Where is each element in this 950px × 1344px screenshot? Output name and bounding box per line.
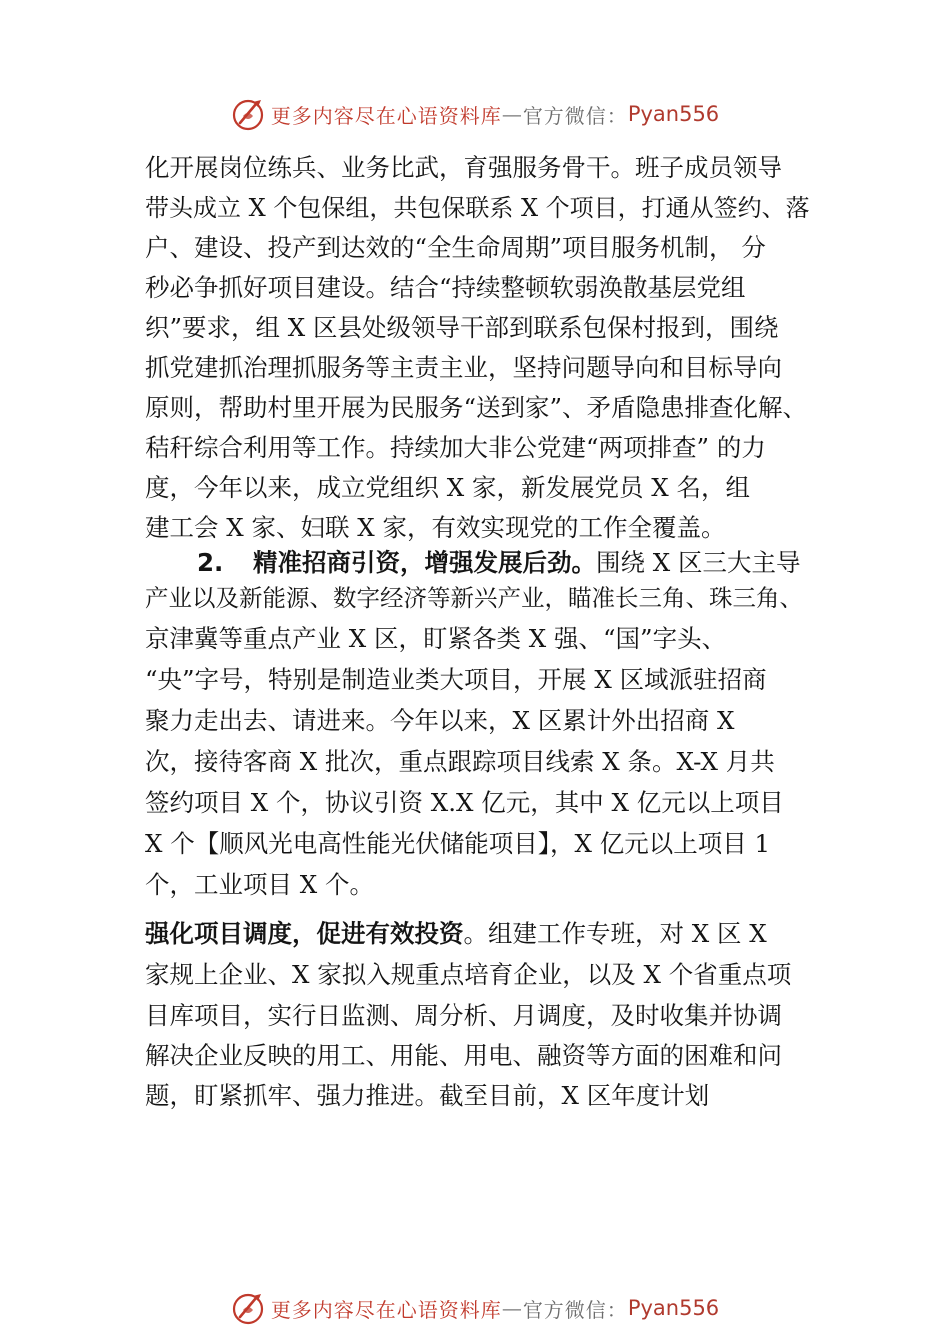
watermark-site-name: 更多内容尽在心语资料库 [270,103,502,128]
body-line: 解决企业反映的用工、用能、用电、融资等方面的困难和问 [145,1041,782,1070]
body-line: 题，盯紧抓牢、强力推进。截至目前，X 区年度计划 [145,1081,710,1110]
body-line: 织”要求，组 X 区县处级领导干部到联系包保村报到，围绕 [145,313,779,342]
section-2-heading: 精准招商引资，增强发展后劲。 [252,548,596,577]
body-line: 度，今年以来，成立党组织 X 家，新发展党员 X 名，组 [145,473,751,502]
body-line: 个，工业项目 X 个。 [145,870,375,899]
watermark-wechat-id: Pyan556 [627,102,720,126]
body-line: “央”字号，特别是制造业类大项目，开展 X 区域派驻招商 [145,665,767,694]
body-line: 京津冀等重点产业 X 区，盯紧各类 X 强、“国”字头、 [145,624,727,653]
body-line: 家规上企业、X 家拟入规重点培育企业，以及 X 个省重点项 [145,960,792,989]
section-2-number: 2. [197,548,224,577]
watermark-wechat-id: Pyan556 [627,1296,720,1320]
body-line: 化开展岗位练兵、业务比武，育强服务骨干。班子成员领导 [145,153,782,182]
body-line: 户、建设、投产到达效的“全生命周期”项目服务机制， 分 [145,233,766,262]
body-line: 聚力走出去、请进来。今年以来，X 区累计外出招商 X [145,706,735,735]
watermark-banner-bottom [0,1288,950,1328]
watermark-logo-icon [231,1290,267,1326]
body-line: X 个【顺风光电高性能光伏储能项目】，X 亿元以上项目 1 [145,829,771,858]
body-line: 签约项目 X 个，协议引资 X.X 亿元，其中 X 亿元以上项目 [145,788,784,817]
section-2-first-line-text: 围绕 X 区三大主导 [595,548,801,577]
section-3-first-line-text: 。组建工作专班，对 X 区 X [463,919,767,948]
section-3-heading: 强化项目调度，促进有效投资 [145,919,464,948]
body-line: 建工会 X 家、妇联 X 家，有效实现党的工作全覆盖。 [145,513,726,542]
watermark-wechat-label: 官方微信： [522,1297,628,1322]
body-line: 秒必争抓好项目建设。结合“持续整顿软弱涣散基层党组 [145,273,746,302]
section-3-first-line [145,916,767,952]
watermark-logo-icon [231,96,267,132]
body-line: 目库项目，实行日监测、周分析、月调度，及时收集并协调 [145,1001,782,1030]
watermark-dash: — [501,102,523,126]
body-line: 秸秆综合利用等工作。持续加大非公党建“两项排查” 的力 [145,433,766,462]
body-line: 产业以及新能源、数字经济等新兴产业，瞄准长三角、珠三角、 [145,584,803,612]
watermark-wechat-label: 官方微信： [522,103,628,128]
watermark-banner-top [0,94,950,134]
body-line: 次，接待客商 X 批次，重点跟踪项目线索 X 条。X-X 月共 [145,747,775,776]
body-line: 带头成立 X 个包保组，共包保联系 X 个项目，打通从签约、落 [145,194,810,222]
section-2-first-line [197,545,800,581]
watermark-dash: — [501,1296,523,1320]
body-line: 原则，帮助村里开展为民服务“送到家”、矛盾隐患排查化解、 [145,393,808,422]
body-line: 抓党建抓治理抓服务等主责主业，坚持问题导向和目标导向 [145,353,782,382]
watermark-site-name: 更多内容尽在心语资料库 [270,1297,502,1322]
